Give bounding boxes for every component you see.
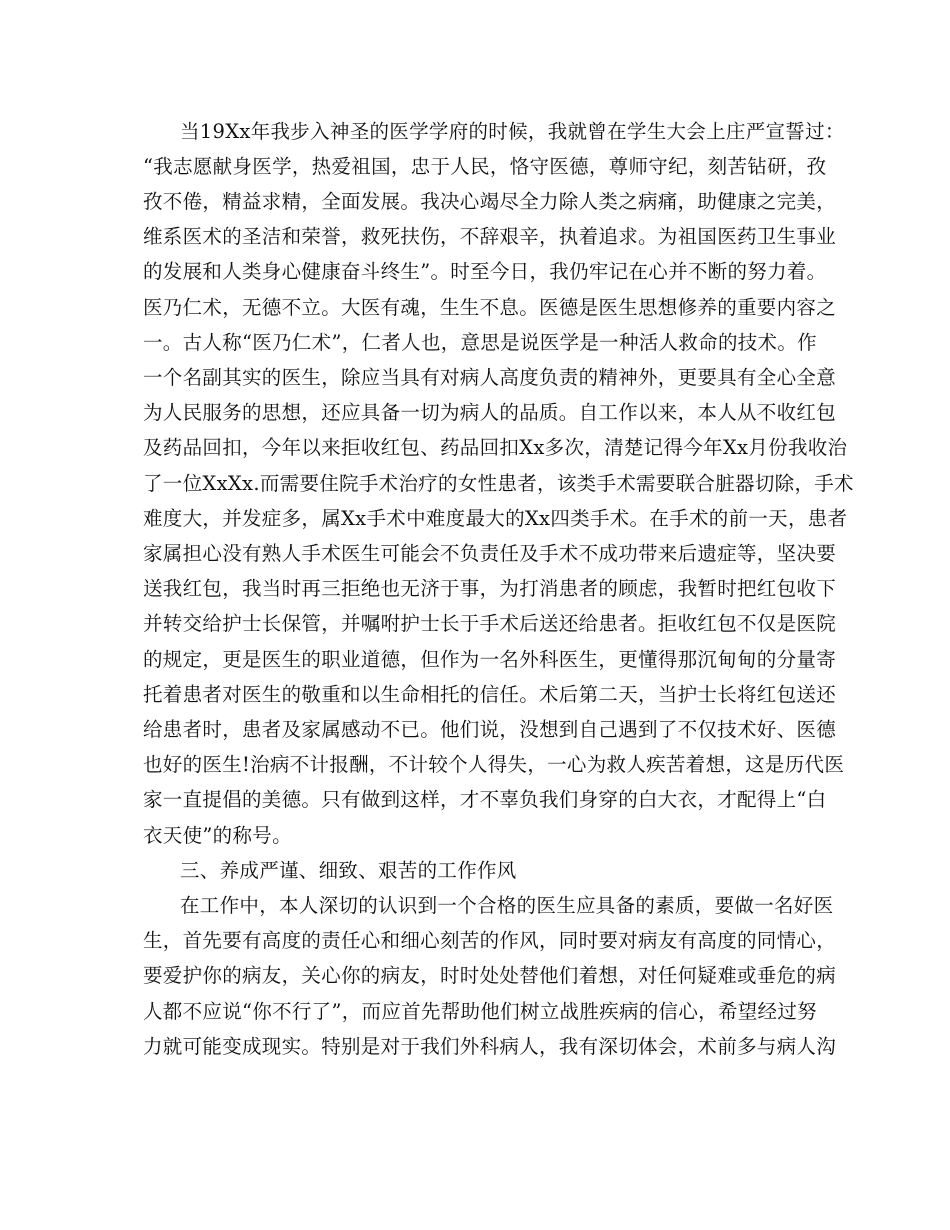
text-line: 一。古人称“医乃仁术”，仁者人也，意思是说医学是一种活人救命的技术。作 [143, 331, 817, 354]
text-line: 并转交给护士长保管，并嘱咐护士长于手术后送还给患者。拒收红包不仅是医院 [143, 612, 837, 635]
text-line: 为人民服务的思想，还应具备一切为病人的品质。自工作以来，本人从不收红包 [143, 401, 837, 424]
text-line: 了一位XxXx.而需要住院手术治疗的女性患者，该类手术需要联合脏器切除，手术 [143, 472, 854, 495]
text-line: 家一直提倡的美德。只有做到这样，才不辜负我们身穿的白大衣，才配得上“白 [143, 788, 827, 811]
text-line: 维系医术的圣洁和荣誉，救死扶伤，不辞艰辛，执着追求。为祖国医药卫生事业 [143, 225, 837, 248]
section-heading: 三、养成严谨、细致、艰苦的工作作风 [180, 859, 517, 882]
text-line: 难度大，并发症多，属Xx手术中难度最大的Xx四类手术。在手术的前一天，患者 [143, 507, 848, 530]
text-line: 的发展和人类身心健康奋斗终生”。时至今日，我仍牢记在心并不断的努力着。 [143, 260, 827, 283]
text-line: “我志愿献身医学，热爱祖国，忠于人民，恪守医德，尊师守纪，刻苦钻研，孜 [143, 155, 827, 178]
text-line: 医乃仁术，无德不立。大医有魂，生生不息。医德是医生思想修养的重要内容之 [143, 296, 837, 319]
text-line: 力就可能变成现实。特别是对于我们外科病人，我有深切体会，术前多与病人沟 [143, 1035, 837, 1058]
text-line: 及药品回扣，今年以来拒收红包、药品回扣Xx多次，清楚记得今年Xx月份我收治 [143, 436, 848, 459]
text-line: 一个名副其实的医生，除应当具有对病人高度负责的精神外，更要具有全心全意 [143, 366, 837, 389]
text-line: 也好的医生!治病不计报酬，不计较个人得失，一心为救人疾苦着想，这是历代医 [143, 753, 845, 776]
text-line: 给患者时，患者及家属感动不已。他们说，没想到自己遇到了不仅技术好、医德 [143, 718, 837, 741]
text-line: 家属担心没有熟人手术医生可能会不负责任及手术不成功带来后遗症等，坚决要 [143, 542, 837, 565]
text-line: 托着患者对医生的敬重和以生命相托的信任。术后第二天，当护士长将红包送还 [143, 683, 837, 706]
text-line: 的规定，更是医生的职业道德，但作为一名外科医生，更懂得那沉甸甸的分量寄 [143, 648, 837, 671]
text-line: 送我红包，我当时再三拒绝也无济于事，为打消患者的顾虑，我暂时把红包收下 [143, 577, 837, 600]
text-line: 孜不倦，精益求精，全面发展。我决心竭尽全力除人类之病痛，助健康之完美， [143, 190, 837, 213]
text-line: 要爱护你的病友，关心你的病友，时时处处替他们着想，对任何疑难或垂危的病 [143, 964, 837, 987]
text-line: 衣天使”的称号。 [143, 824, 292, 847]
text-line: 人都不应说“你不行了”，而应首先帮助他们树立战胜疾病的信心，希望经过努 [143, 1000, 817, 1023]
text-line: 生，首先要有高度的责任心和细心刻苦的作风，同时要对病友有高度的同情心， [143, 929, 837, 952]
text-line: 在工作中，本人深切的认识到一个合格的医生应具备的素质，要做一名好医 [180, 894, 834, 917]
text-line: 当19Xx年我步入神圣的医学学府的时候，我就曾在学生大会上庄严宣誓过： [180, 120, 845, 143]
